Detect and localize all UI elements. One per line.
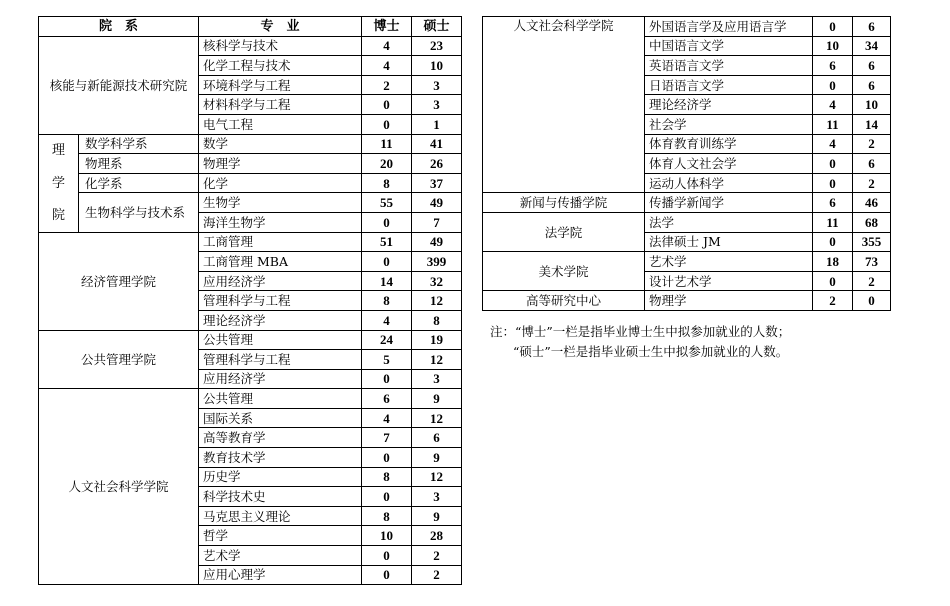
school-science-label [39,135,78,232]
phd-count: 0 [362,369,412,389]
phd-count: 7 [362,428,412,448]
master-count: 12 [412,408,462,428]
phd-count: 0 [813,173,853,193]
dept-cell: 物理系 [79,154,199,174]
phd-count: 4 [362,310,412,330]
phd-count: 11 [813,212,853,232]
header-master: 硕士 [412,17,462,37]
master-count: 73 [853,252,891,272]
major-cell: 体育人文社会学 [645,154,813,174]
table-row [39,193,462,213]
major-cell: 工商管理 MBA [199,252,362,272]
master-count: 26 [412,154,462,174]
phd-count: 6 [362,389,412,409]
phd-count: 0 [362,95,412,115]
major-cell: 国际关系 [199,408,362,428]
phd-count: 0 [813,232,853,252]
table-row [39,232,462,252]
employment-table-left [38,16,462,585]
dept-cell: 数学科学系 [79,134,199,154]
master-count: 19 [412,330,462,350]
major-cell: 高等教育学 [199,428,362,448]
left-table-body [39,36,462,585]
header-dept: 院 系 [39,17,199,37]
phd-count: 2 [813,291,853,311]
master-count: 32 [412,271,462,291]
major-cell: 运动人体科学 [645,173,813,193]
phd-count: 4 [362,408,412,428]
master-count: 6 [412,428,462,448]
major-cell: 科学技术史 [199,487,362,507]
phd-count: 0 [362,448,412,468]
master-count: 399 [412,252,462,272]
master-count: 6 [853,154,891,174]
notes [490,322,790,362]
major-cell: 物理学 [645,291,813,311]
major-cell: 核科学与技术 [199,36,362,56]
phd-count: 6 [813,56,853,76]
phd-count: 4 [813,134,853,154]
phd-count: 14 [362,271,412,291]
phd-count: 10 [813,36,853,56]
phd-count: 0 [813,154,853,174]
dept-cell: 法学院 [483,212,645,251]
major-cell: 物理学 [199,154,362,174]
major-cell: 设计艺术学 [645,271,813,291]
master-count: 46 [853,193,891,213]
master-count: 7 [412,212,462,232]
major-cell: 传播学新闻学 [645,193,813,213]
dept-cell: 人文社会科学学院 [39,389,199,585]
phd-count: 8 [362,173,412,193]
major-cell: 中国语言文学 [645,36,813,56]
major-cell: 化学工程与技术 [199,56,362,76]
major-cell: 教育技术学 [199,448,362,468]
master-count: 9 [412,506,462,526]
right-table-body [483,17,891,311]
major-cell: 理论经济学 [645,95,813,115]
master-count: 34 [853,36,891,56]
major-cell: 外国语言学及应用语言学 [645,17,813,37]
master-count: 6 [853,75,891,95]
major-cell: 化学 [199,173,362,193]
phd-count: 0 [362,114,412,134]
phd-count: 20 [362,154,412,174]
phd-count: 0 [362,546,412,566]
major-cell: 应用经济学 [199,271,362,291]
master-count: 1 [412,114,462,134]
master-count: 14 [853,114,891,134]
major-cell: 应用心理学 [199,565,362,585]
phd-count: 4 [362,56,412,76]
major-cell: 公共管理 [199,330,362,350]
dept-cell: 新闻与传播学院 [483,193,645,213]
major-cell: 日语语言文学 [645,75,813,95]
master-count: 2 [412,546,462,566]
major-cell: 艺术学 [199,546,362,566]
major-cell: 数学 [199,134,362,154]
phd-count: 4 [813,95,853,115]
phd-count: 24 [362,330,412,350]
school-char: 学 [51,175,65,191]
table-row [39,154,462,174]
phd-count: 55 [362,193,412,213]
phd-count: 11 [813,114,853,134]
phd-count: 0 [362,487,412,507]
master-count: 3 [412,487,462,507]
major-cell: 体育教育训练学 [645,134,813,154]
master-count: 8 [412,310,462,330]
phd-count: 0 [813,17,853,37]
master-count: 28 [412,526,462,546]
phd-count: 8 [362,291,412,311]
major-cell: 环境科学与工程 [199,75,362,95]
phd-count: 0 [813,75,853,95]
major-cell: 艺术学 [645,252,813,272]
major-cell: 哲学 [199,526,362,546]
master-count: 0 [853,291,891,311]
school-char: 理 [51,143,65,159]
phd-count: 51 [362,232,412,252]
master-count: 3 [412,75,462,95]
dept-cell: 经济管理学院 [39,232,199,330]
major-cell: 马克思主义理论 [199,506,362,526]
dept-cell: 高等研究中心 [483,291,645,311]
table-row [483,212,891,232]
master-count: 23 [412,36,462,56]
phd-count: 8 [362,506,412,526]
major-cell: 管理科学与工程 [199,291,362,311]
master-count: 12 [412,350,462,370]
major-cell: 生物学 [199,193,362,213]
master-count: 41 [412,134,462,154]
phd-count: 10 [362,526,412,546]
major-cell: 英语语言文学 [645,56,813,76]
major-cell: 电气工程 [199,114,362,134]
note-line-2: “硕士”一栏是指毕业硕士生中拟参加就业的人数。 [513,344,789,359]
table-row [39,36,462,56]
employment-table-right [482,16,891,311]
dept-cell: 核能与新能源技术研究院 [39,36,199,134]
phd-count: 8 [362,467,412,487]
master-count: 37 [412,173,462,193]
master-count: 68 [853,212,891,232]
major-cell: 法律硕士 JM [645,232,813,252]
master-count: 12 [412,467,462,487]
school-science-cell [39,134,79,232]
school-char: 院 [51,207,65,223]
table-row [39,173,462,193]
major-cell: 法学 [645,212,813,232]
header-major: 专 业 [199,17,362,37]
phd-count: 2 [362,75,412,95]
master-count: 2 [853,134,891,154]
major-cell: 历史学 [199,467,362,487]
phd-count: 6 [813,193,853,213]
master-count: 10 [853,95,891,115]
master-count: 12 [412,291,462,311]
master-count: 49 [412,232,462,252]
major-cell: 管理科学与工程 [199,350,362,370]
phd-count: 18 [813,252,853,272]
phd-count: 0 [362,252,412,272]
major-cell: 材料科学与工程 [199,95,362,115]
table-row [39,134,462,154]
major-cell: 应用经济学 [199,369,362,389]
dept-cell: 人文社会科学学院 [483,17,645,193]
master-count: 9 [412,448,462,468]
phd-count: 0 [813,271,853,291]
master-count: 3 [412,369,462,389]
table-row [39,330,462,350]
dept-cell: 化学系 [79,173,199,193]
master-count: 9 [412,389,462,409]
phd-count: 0 [362,565,412,585]
master-count: 49 [412,193,462,213]
master-count: 2 [853,271,891,291]
table-row [483,193,891,213]
major-cell: 理论经济学 [199,310,362,330]
master-count: 2 [853,173,891,193]
table-row [483,252,891,272]
major-cell: 海洋生物学 [199,212,362,232]
dept-cell: 美术学院 [483,252,645,291]
table-row [483,291,891,311]
master-count: 3 [412,95,462,115]
dept-cell: 生物科学与技术系 [79,193,199,232]
header-phd: 博士 [362,17,412,37]
phd-count: 5 [362,350,412,370]
dept-cell: 公共管理学院 [39,330,199,389]
major-cell: 社会学 [645,114,813,134]
master-count: 6 [853,17,891,37]
master-count: 10 [412,56,462,76]
master-count: 355 [853,232,891,252]
note-line-1: 注：“博士”一栏是指毕业博士生中拟参加就业的人数； [490,324,791,339]
table-row [483,17,891,37]
phd-count: 4 [362,36,412,56]
phd-count: 11 [362,134,412,154]
header-row [39,17,462,37]
major-cell: 工商管理 [199,232,362,252]
phd-count: 0 [362,212,412,232]
table-row [39,389,462,409]
master-count: 2 [412,565,462,585]
master-count: 6 [853,56,891,76]
major-cell: 公共管理 [199,389,362,409]
